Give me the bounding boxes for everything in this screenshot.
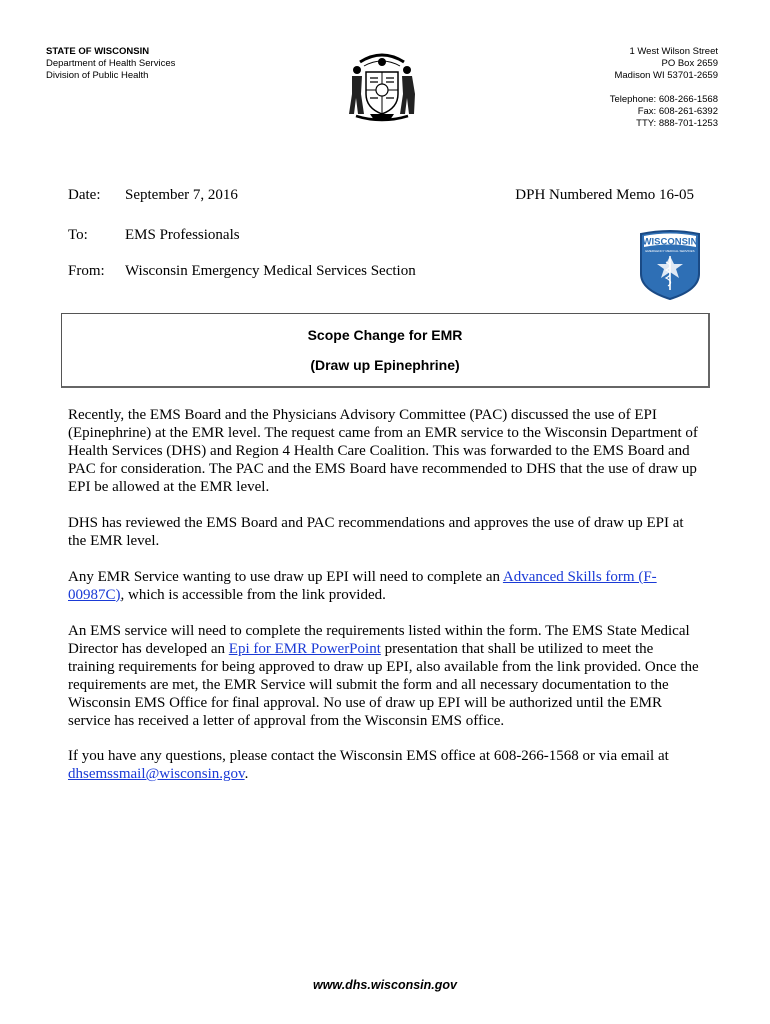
letterhead-address bbox=[610, 46, 718, 130]
advanced-skills-form-link[interactable]: Advanced Skills form (F-00987C) bbox=[68, 569, 657, 603]
address-street: 1 West Wilson Street bbox=[629, 46, 718, 57]
department-name: Department of Health Services bbox=[46, 58, 176, 69]
email-link[interactable]: dhsemssmail@wisconsin.gov bbox=[68, 766, 245, 782]
tty-number: TTY: 888-701-1253 bbox=[636, 118, 718, 129]
to-label: To: bbox=[68, 227, 88, 243]
body-paragraph-1 bbox=[68, 406, 702, 496]
paragraph-text: If you have any questions, please contact the Wisconsin EMS office at 608-266-1568 or via email at bbox=[68, 748, 669, 764]
body-paragraph-2 bbox=[68, 514, 702, 550]
date-value: September 7, 2016 bbox=[125, 187, 238, 203]
memo-number: DPH Numbered Memo 16-05 bbox=[515, 187, 694, 203]
telephone-number: Telephone: 608-266-1568 bbox=[609, 94, 718, 105]
body-paragraph-5 bbox=[68, 747, 702, 783]
division-name: Division of Public Health bbox=[46, 70, 149, 81]
subject-subtitle: (Draw up Epinephrine) bbox=[310, 357, 460, 373]
body-paragraph-4 bbox=[68, 622, 702, 730]
paragraph-text: , which is accessible from the link provided. bbox=[120, 587, 386, 603]
epi-powerpoint-link[interactable]: Epi for EMR PowerPoint bbox=[228, 641, 381, 657]
footer-url: www.dhs.wisconsin.gov bbox=[312, 978, 457, 992]
address-gap bbox=[610, 82, 718, 94]
paragraph-text: presentation that shall be utilized to meet the training requirements for being approved to draw up EPI, also available from the link provided. Once the requirements are met, the EMR Service will submit the form and all necessary documentation to the Wisconsin EMS Office for final approval. No use of draw up EPI will be authorized until the EMR service has received a letter of approval from the Wisconsin EMS office. bbox=[68, 641, 699, 729]
letterhead-agency bbox=[46, 46, 175, 82]
wisconsin-state-seal-icon bbox=[346, 48, 418, 124]
from-label: From: bbox=[68, 263, 105, 279]
subject-box bbox=[61, 313, 710, 388]
address-city: Madison WI 53701-2659 bbox=[614, 70, 718, 81]
paragraph-text: DHS has reviewed the EMS Board and PAC recommendations and approves the use of draw up EPI at the EMR level. bbox=[68, 515, 684, 549]
to-value: EMS Professionals bbox=[125, 227, 240, 243]
paragraph-text: . bbox=[244, 766, 249, 782]
wisconsin-ems-logo-icon bbox=[639, 230, 701, 300]
subject-title: Scope Change for EMR bbox=[307, 327, 463, 343]
body-paragraph-3 bbox=[68, 568, 702, 604]
state-name: STATE OF WISCONSIN bbox=[46, 46, 150, 57]
ems-logo-subtext: EMERGENCY MEDICAL SERVICES bbox=[645, 249, 695, 253]
ems-logo-text: WISCONSIN bbox=[642, 236, 698, 248]
paragraph-text: Any EMR Service wanting to use draw up EPI will need to complete an bbox=[68, 569, 503, 585]
paragraph-text: Recently, the EMS Board and the Physicians Advisory Committee (PAC) discussed the use of EPI (Epinephrine) at the EMR level. The request came from an EMR service to the Wisconsin Department of Health Services (DHS) and Region 4 Health Care Coalition. This was forwarded to the EMS Board and PAC for consideration. The PAC and the EMS Board have recommended to DHS that the use of draw up EPI be allowed at the EMR level. bbox=[68, 407, 698, 495]
fax-number: Fax: 608-261-6392 bbox=[637, 106, 718, 117]
from-value: Wisconsin Emergency Medical Services Section bbox=[125, 263, 416, 279]
date-label: Date: bbox=[68, 187, 101, 203]
paragraph-text: An EMS service will need to complete the requirements listed within the form. The EMS State Medical Director has developed an bbox=[68, 623, 690, 657]
address-po-box: PO Box 2659 bbox=[661, 58, 718, 69]
